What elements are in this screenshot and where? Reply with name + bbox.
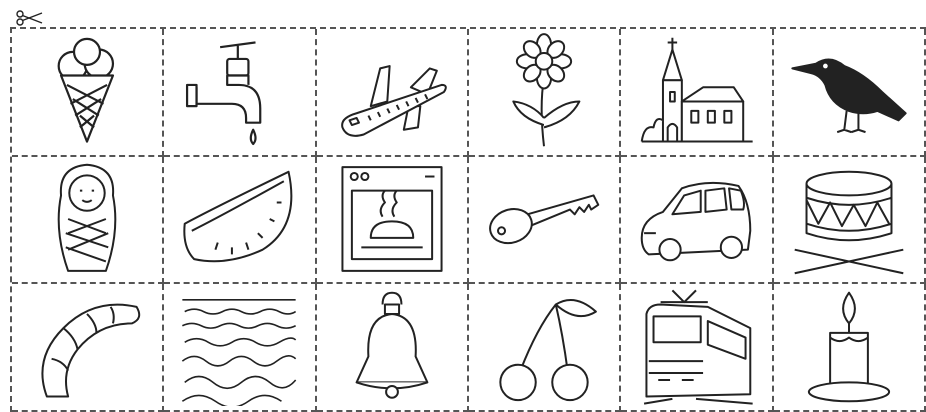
card-ice-cream[interactable] bbox=[12, 29, 164, 157]
card-oven[interactable] bbox=[317, 157, 469, 285]
car-icon bbox=[630, 160, 762, 278]
card-car[interactable] bbox=[621, 157, 773, 285]
key-icon bbox=[478, 160, 610, 278]
sea-waves-icon bbox=[173, 288, 305, 406]
card-cherries[interactable] bbox=[469, 284, 621, 412]
cherries-icon bbox=[478, 288, 610, 406]
card-croissant[interactable] bbox=[12, 284, 164, 412]
croissant-icon bbox=[21, 288, 153, 406]
train-icon bbox=[630, 288, 762, 406]
card-church[interactable] bbox=[621, 29, 773, 157]
card-key[interactable] bbox=[469, 157, 621, 285]
baby-icon bbox=[21, 160, 153, 278]
card-watermelon[interactable] bbox=[164, 157, 316, 285]
bell-icon bbox=[326, 288, 458, 406]
card-candle[interactable] bbox=[774, 284, 926, 412]
ice-cream-icon bbox=[21, 33, 153, 151]
card-water-tap[interactable] bbox=[164, 29, 316, 157]
flower-icon bbox=[478, 33, 610, 151]
water-tap-icon bbox=[173, 33, 305, 151]
card-drum[interactable] bbox=[774, 157, 926, 285]
card-flower[interactable] bbox=[469, 29, 621, 157]
church-icon bbox=[630, 33, 762, 151]
candle-icon bbox=[783, 288, 915, 406]
card-airplane[interactable] bbox=[317, 29, 469, 157]
crow-icon bbox=[783, 33, 915, 151]
scissors-icon bbox=[14, 8, 44, 28]
card-sea[interactable] bbox=[164, 284, 316, 412]
drum-icon bbox=[783, 160, 915, 278]
card-grid bbox=[10, 27, 926, 412]
card-baby[interactable] bbox=[12, 157, 164, 285]
card-crow[interactable] bbox=[774, 29, 926, 157]
card-bell[interactable] bbox=[317, 284, 469, 412]
watermelon-icon bbox=[173, 160, 305, 278]
oven-icon bbox=[326, 160, 458, 278]
airplane-icon bbox=[326, 33, 458, 151]
card-train[interactable] bbox=[621, 284, 773, 412]
